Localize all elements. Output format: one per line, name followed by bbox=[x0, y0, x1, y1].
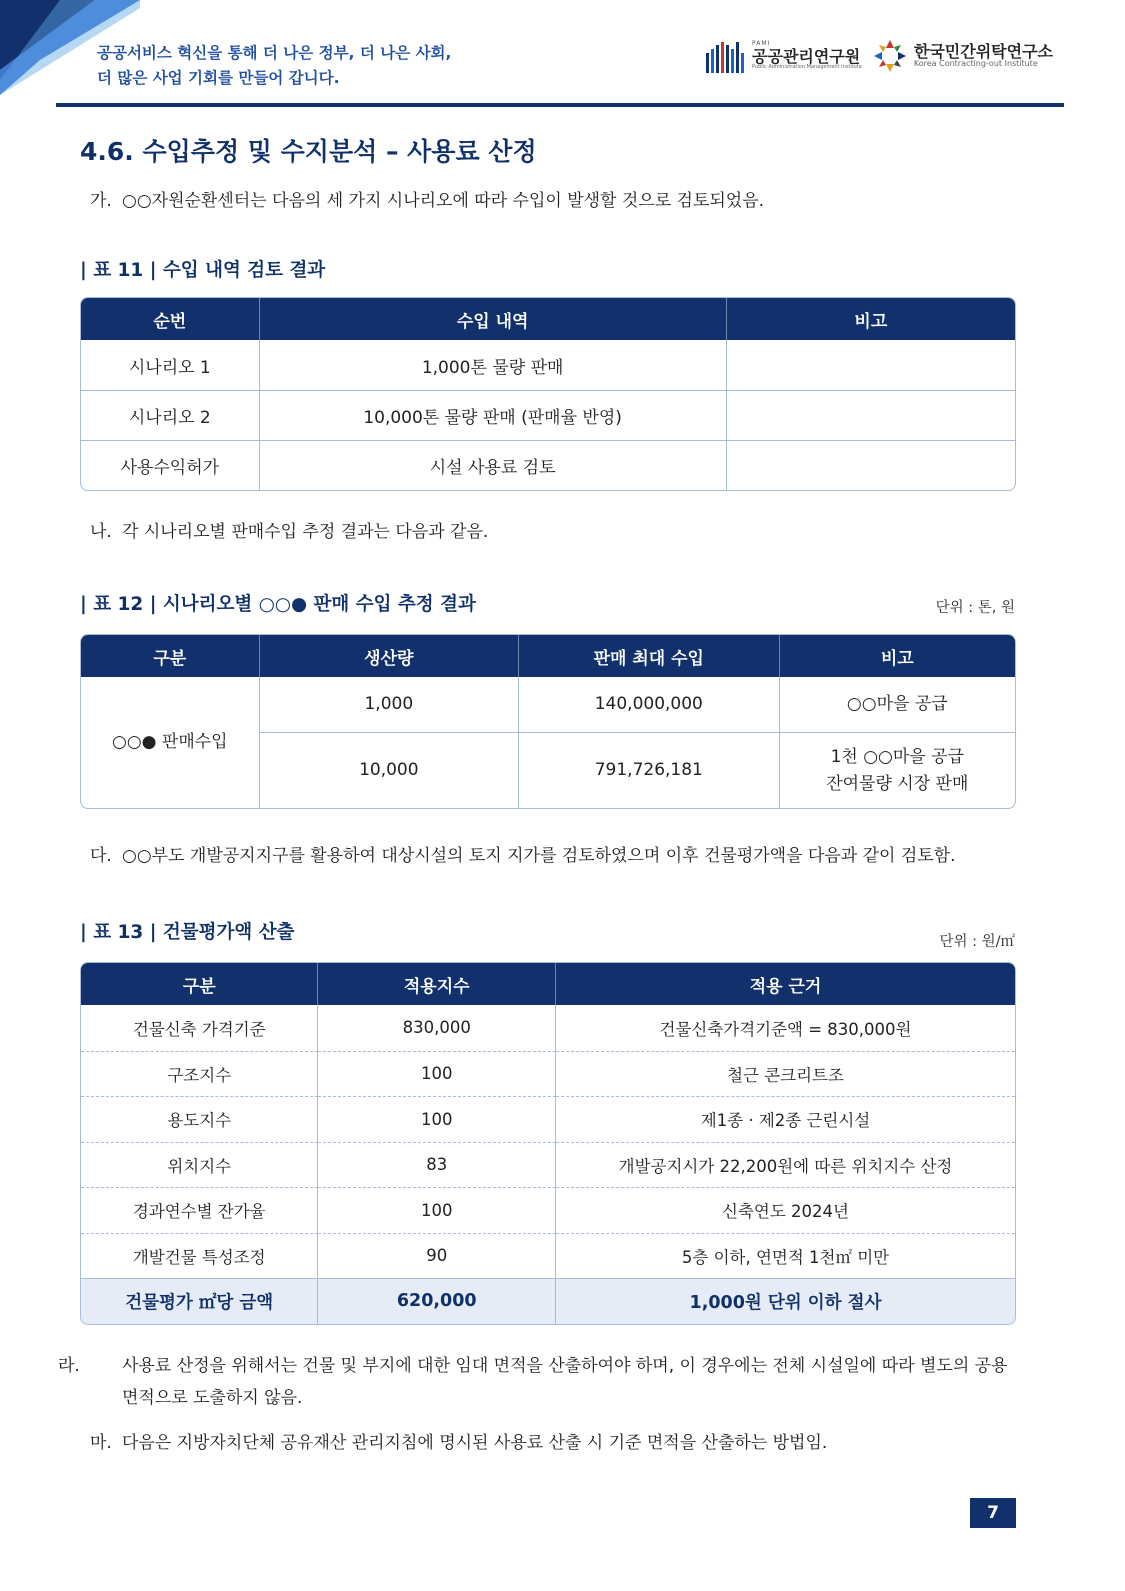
table-cell bbox=[780, 732, 1015, 808]
table-cell: 철근 콘크리트조 bbox=[556, 1051, 1015, 1097]
table-row bbox=[81, 1142, 1015, 1188]
table-row bbox=[81, 1005, 1015, 1051]
kci-logo-sub: Korea Contracting-out Institute bbox=[913, 59, 1038, 69]
pami-logo bbox=[706, 39, 862, 73]
kci-logo-name: 한국민간위탁연구소 bbox=[913, 41, 1053, 61]
paragraph-ra-text: 사용료 산정을 위해서는 건물 및 부지에 대한 임대 면적을 산출하여야 하며, 이 경우에는 전체 시설일에 따라 별도의 공용면적으로 도출하지 않음. bbox=[122, 1356, 1008, 1408]
table12-unit: 단위 : 톤, 원 bbox=[935, 600, 1015, 616]
table-cell: 90 bbox=[318, 1233, 556, 1279]
paragraph-ma bbox=[90, 1427, 827, 1459]
table-total-cell: 건물평가 ㎡당 금액 bbox=[81, 1278, 318, 1324]
pami-logo-small: PAMI bbox=[752, 40, 771, 48]
table-row bbox=[81, 1187, 1015, 1233]
table-cell-line: 1천 ○○마을 공급 bbox=[830, 746, 964, 767]
paragraph-ra-mark: 라. bbox=[58, 1356, 80, 1376]
table-row bbox=[81, 1096, 1015, 1142]
table-cell: 791,726,181 bbox=[519, 732, 780, 808]
table12-header-cell: 생산량 bbox=[260, 635, 519, 677]
table12-header-cell: 판매 최대 수입 bbox=[519, 635, 780, 677]
kci-logo bbox=[872, 38, 1053, 74]
table-cell: 1,000톤 물량 판매 bbox=[260, 340, 727, 390]
kci-logo-icon bbox=[872, 38, 908, 74]
table-row bbox=[81, 1233, 1015, 1279]
table11-header-cell: 수입 내역 bbox=[260, 298, 727, 340]
table12-group-cell: ○○● 판매수입 bbox=[81, 677, 260, 808]
table13-header-cell: 구분 bbox=[81, 963, 318, 1005]
tagline-line-1: 공공서비스 혁신을 통해 더 나은 정부, 더 나은 사회, bbox=[97, 44, 452, 62]
table-total-cell: 620,000 bbox=[318, 1278, 556, 1324]
paragraph-ga-mark: 가. bbox=[90, 191, 112, 211]
paragraph-ga bbox=[90, 185, 764, 217]
paragraph-na bbox=[90, 516, 488, 548]
table-cell: 시나리오 1 bbox=[81, 340, 260, 390]
table-cell: 5층 이하, 연면적 1천㎡ 미만 bbox=[556, 1233, 1015, 1279]
table12-header-cell: 비고 bbox=[780, 635, 1015, 677]
table-cell-line: 잔여물량 시장 판매 bbox=[826, 773, 969, 794]
paragraph-na-text: 각 시나리오별 판매수입 추정 결과는 다음과 같음. bbox=[122, 522, 489, 542]
table-cell: 10,000톤 물량 판매 (판매율 반영) bbox=[260, 390, 727, 440]
table-cell: ○○마을 공급 bbox=[846, 694, 948, 714]
paragraph-ma-mark: 마. bbox=[90, 1433, 112, 1453]
header-divider bbox=[56, 103, 1064, 107]
table11-header-cell: 순번 bbox=[81, 298, 260, 340]
table13-header-cell: 적용 근거 bbox=[556, 963, 1015, 1005]
table-cell: 시설 사용료 검토 bbox=[260, 440, 727, 490]
table-cell: 시나리오 2 bbox=[81, 390, 260, 440]
table-cell: 100 bbox=[318, 1096, 556, 1142]
table13-unit: 단위 : 원/㎡ bbox=[939, 934, 1015, 950]
section-title: 4.6. 수입추정 및 수지분석 – 사용료 산정 bbox=[80, 137, 537, 166]
table-cell: 건물신축가격기준액 = 830,000원 bbox=[659, 1019, 912, 1039]
table-cell: 830,000 bbox=[318, 1005, 556, 1051]
table-cell: 사용수익허가 bbox=[81, 440, 260, 490]
pami-logo-icon bbox=[706, 39, 746, 73]
table-cell: 1,000 bbox=[260, 677, 519, 732]
table-cell: 개발건물 특성조정 bbox=[81, 1233, 318, 1279]
paragraph-ra bbox=[58, 1350, 1020, 1414]
table-cell: 구조지수 bbox=[81, 1051, 318, 1097]
tagline-line-2: 더 많은 사업 기회를 만들어 갑니다. bbox=[97, 69, 340, 87]
table12-header-cell: 구분 bbox=[81, 635, 260, 677]
table-cell: 개발공지시가 22,200원에 따른 위치지수 산정 bbox=[556, 1142, 1015, 1188]
table-cell: 10,000 bbox=[260, 732, 519, 808]
paragraph-ga-text: ○○자원순환센터는 다음의 세 가지 시나리오에 따라 수입이 발생할 것으로 검토되었음. bbox=[122, 191, 765, 211]
table-cell: 경과연수별 잔가율 bbox=[81, 1187, 318, 1233]
table13-header-cell: 적용지수 bbox=[318, 963, 556, 1005]
paragraph-da-mark: 다. bbox=[90, 846, 112, 866]
table-cell: 위치지수 bbox=[81, 1142, 318, 1188]
table12-caption: | 표 12 | 시나리오별 ○○● 판매 수입 추정 결과 bbox=[80, 594, 476, 615]
table13-header-row bbox=[81, 963, 1015, 1005]
table-cell: 제1종 · 제2종 근린시설 bbox=[556, 1096, 1015, 1142]
table-cell bbox=[727, 340, 1015, 390]
table13-caption: | 표 13 | 건물평가액 산출 bbox=[80, 922, 295, 943]
table13 bbox=[80, 962, 1016, 1325]
paragraph-da-text: ○○부도 개발공지지구를 활용하여 대상시설의 토지 지가를 검토하였으며 이후 건물평가액을 다음과 같이 검토함. bbox=[122, 846, 956, 866]
table-cell: 용도지수 bbox=[81, 1096, 318, 1142]
table-cell: 건물신축 가격기준 bbox=[81, 1005, 318, 1051]
paragraph-ma-text: 다음은 지방자치단체 공유재산 관리지침에 명시된 사용료 산출 시 기준 면적을 산출하는 방법임. bbox=[122, 1433, 828, 1453]
table-cell: 100 bbox=[318, 1051, 556, 1097]
table12 bbox=[80, 634, 1016, 809]
table11-header-cell: 비고 bbox=[727, 298, 1015, 340]
table-row bbox=[81, 1051, 1015, 1097]
pami-logo-name: 공공관리연구원 bbox=[752, 46, 861, 66]
header-logos bbox=[706, 38, 1053, 74]
table13-total-row bbox=[81, 1278, 1015, 1324]
table-total-cell: 1,000원 단위 이하 절사 bbox=[556, 1278, 1015, 1324]
table-cell: 100 bbox=[318, 1187, 556, 1233]
table11-caption: | 표 11 | 수입 내역 검토 결과 bbox=[80, 260, 326, 281]
paragraph-na-mark: 나. bbox=[90, 522, 112, 542]
table-cell: 140,000,000 bbox=[519, 677, 780, 732]
table-cell: 83 bbox=[318, 1142, 556, 1188]
table-row bbox=[81, 340, 1015, 390]
page-number: 7 bbox=[970, 1498, 1016, 1528]
table-row bbox=[81, 390, 1015, 440]
table-row bbox=[81, 440, 1015, 490]
table-row bbox=[81, 677, 1015, 732]
table12-header-row bbox=[81, 635, 1015, 677]
table11 bbox=[80, 297, 1016, 491]
table-cell: 신축연도 2024년 bbox=[556, 1187, 1015, 1233]
table-cell bbox=[727, 440, 1015, 490]
header-tagline bbox=[97, 41, 451, 91]
pami-logo-sub: Public Administration Management Institute bbox=[752, 64, 862, 71]
table11-header-row bbox=[81, 298, 1015, 340]
table-cell bbox=[727, 390, 1015, 440]
paragraph-da bbox=[90, 840, 956, 872]
